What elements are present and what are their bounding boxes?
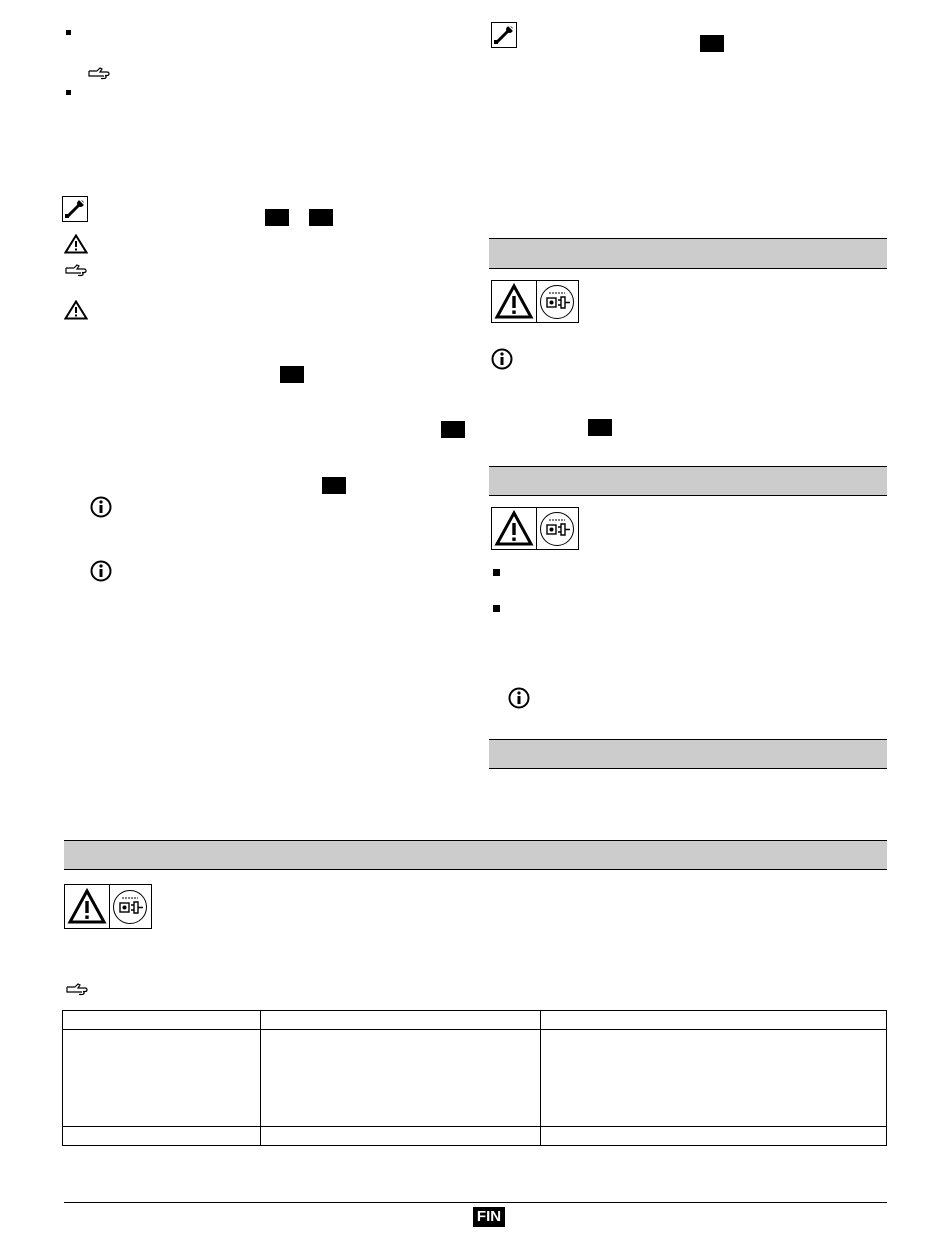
unplug-power-icon [539, 284, 575, 320]
pointing-hand-icon [66, 982, 88, 996]
table-cell [63, 1127, 261, 1146]
unplug-power-icon [539, 511, 575, 547]
pointing-hand-icon [65, 263, 87, 277]
figure-reference-marker [309, 209, 333, 226]
warning-triangle-icon [64, 300, 88, 320]
warning-triangle-icon [494, 283, 534, 320]
section-heading-bar [64, 840, 887, 870]
info-circle-icon [90, 560, 112, 582]
bullet-icon [493, 569, 500, 576]
figure-reference-marker [280, 366, 304, 383]
figure-reference-marker [700, 35, 724, 52]
table-row [63, 1011, 887, 1030]
warning-triangle-icon [64, 234, 88, 254]
safety-warning-box [64, 884, 152, 929]
table-cell [541, 1030, 887, 1127]
pointing-hand-icon [88, 66, 110, 80]
figure-reference-marker [588, 419, 612, 436]
table-row [63, 1030, 887, 1127]
table-cell [63, 1011, 261, 1030]
section-heading-bar [489, 238, 887, 269]
table-cell [541, 1127, 887, 1146]
table-cell [63, 1030, 261, 1127]
figure-reference-marker [265, 209, 289, 226]
language-badge: FIN [473, 1207, 505, 1227]
info-circle-icon [491, 348, 513, 370]
info-circle-icon [90, 496, 112, 518]
table-cell [261, 1127, 541, 1146]
footer-rule [64, 1202, 887, 1203]
bullet-icon [66, 30, 71, 35]
section-heading-bar [489, 739, 887, 769]
table-row [63, 1127, 887, 1146]
troubleshooting-table [62, 1010, 887, 1146]
bullet-icon [493, 605, 500, 612]
info-circle-icon [508, 687, 530, 709]
unplug-power-icon [112, 889, 148, 925]
safety-warning-box [491, 280, 579, 323]
table-cell [261, 1011, 541, 1030]
table-cell [541, 1011, 887, 1030]
wrench-icon [491, 22, 517, 48]
section-heading-bar [489, 466, 887, 496]
bullet-icon [66, 90, 71, 95]
warning-triangle-icon [494, 510, 534, 547]
figure-reference-marker [441, 421, 465, 438]
figure-reference-marker [322, 477, 346, 494]
warning-triangle-icon [67, 888, 107, 925]
safety-warning-box [491, 507, 579, 550]
table-cell [261, 1030, 541, 1127]
wrench-icon [62, 196, 88, 222]
